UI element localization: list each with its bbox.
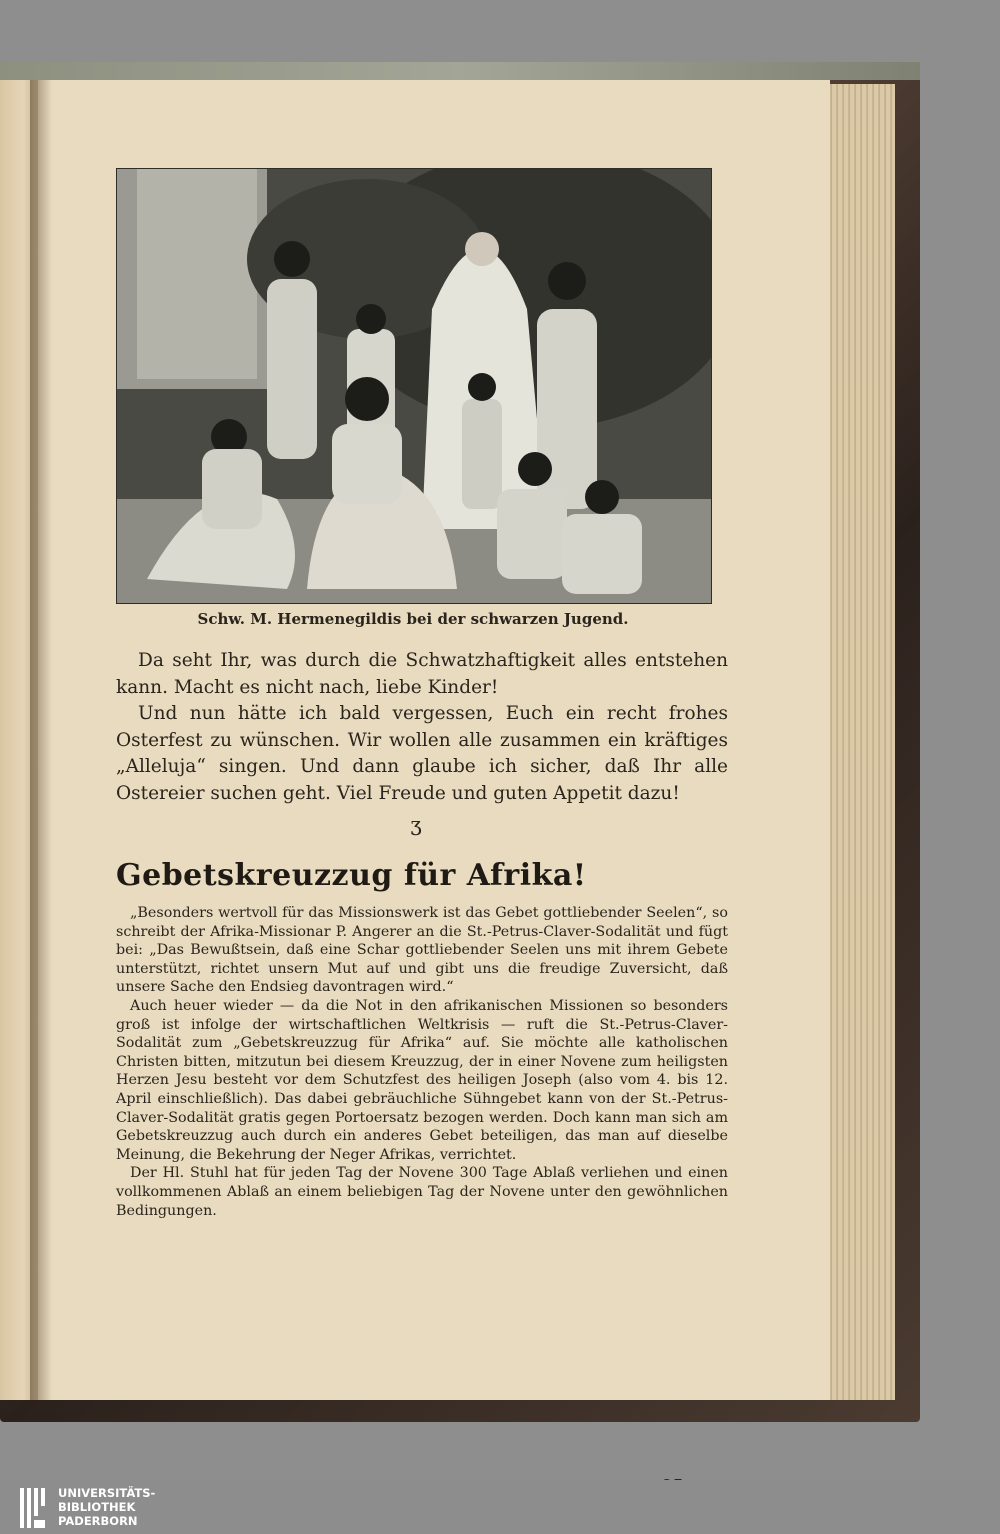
cover-cloth-strip: [0, 62, 920, 80]
section-divider-ornament: ʒ: [410, 812, 422, 836]
library-name-line: PADERBORN: [58, 1514, 138, 1528]
spine-shadow: [30, 80, 52, 1400]
photo-illustration: [117, 169, 711, 603]
article-text: [116, 904, 728, 1220]
story-paragraph: Und nun hätte ich bald vergessen, Euch ein recht frohes Osterfest zu wünschen. Wir wollen alle zusammen ein kräftiges „Alleluja“ singen. Und dann glaube ich sicher, daß Ihr alle Ostereier suchen geht. Viel Freude und guten Appetit dazu!: [116, 703, 728, 804]
article-paragraph: Der Hl. Stuhl hat für jeden Tag der Novene 300 Tage Ablaß verliehen und einen vollkommenen Ablaß an einem beliebigen Tag der Novene unter den gewöhnlichen Bedingungen.: [116, 1165, 728, 1219]
article-paragraph: „Besonders wertvoll für das Missionswerk ist das Gebet gottliebender Seelen“, so schreibt der Afrika-Missionar P. Angerer an die St.-Petrus-Claver-Sodalität und fügt bei: „Das Bewußtsein, daß eine Schar gottliebender Seelen uns mit ihrem Gebete unterstützt, richtet unsern Mut auf und gibt uns die freudige Zuversicht, daß unsere Sache den Endsieg davontragen wird.“: [116, 905, 728, 996]
book-page: [38, 80, 830, 1400]
library-name-line: BIBLIOTHEK: [58, 1500, 136, 1514]
page-edges: [826, 84, 895, 1400]
article-heading: Gebetskreuzzug für Afrika!: [116, 858, 587, 893]
photograph: [116, 168, 712, 604]
library-name: [58, 1486, 198, 1528]
library-footer: [0, 1480, 1000, 1534]
library-logo-icon: [18, 1486, 50, 1530]
story-paragraph: Da seht Ihr, was durch die Schwatzhaftigkeit alles entstehen kann. Macht es nicht nach, liebe Kinder!: [116, 650, 728, 698]
story-text: [116, 648, 728, 807]
article-paragraph: Auch heuer wieder — da die Not in den afrikanischen Missionen so besonders groß ist infolge der wirtschaftlichen Weltkrisis — ruft die St.-Petrus-Claver-Sodalität zum „Gebetskreuzzug für Afrika“ auf. Sie möchte alle katholischen Christen bitten, mitzutun bei diesem Kreuzzug, der in einer Novene zum heiligsten Herzen Jesu besteht vor dem Schutzfest des heiligen Joseph (also vom 4. bis 12. April einschließlich). Das dabei gebräuchliche Sühngebet kann von der St.-Petrus-Claver-Sodalität gratis gegen Portoersatz bezogen werden. Doch kann man sich am Gebetskreuzzug auch durch ein anderes Gebet beteiligen, das man auf dieselbe Meinung, die Bekehrung der Neger Afrikas, verrichtet.: [116, 997, 728, 1163]
photo-caption: Schw. M. Hermenegildis bei der schwarzen Jugend.: [197, 610, 629, 628]
library-name-line: UNIVERSITÄTS-: [58, 1486, 156, 1500]
